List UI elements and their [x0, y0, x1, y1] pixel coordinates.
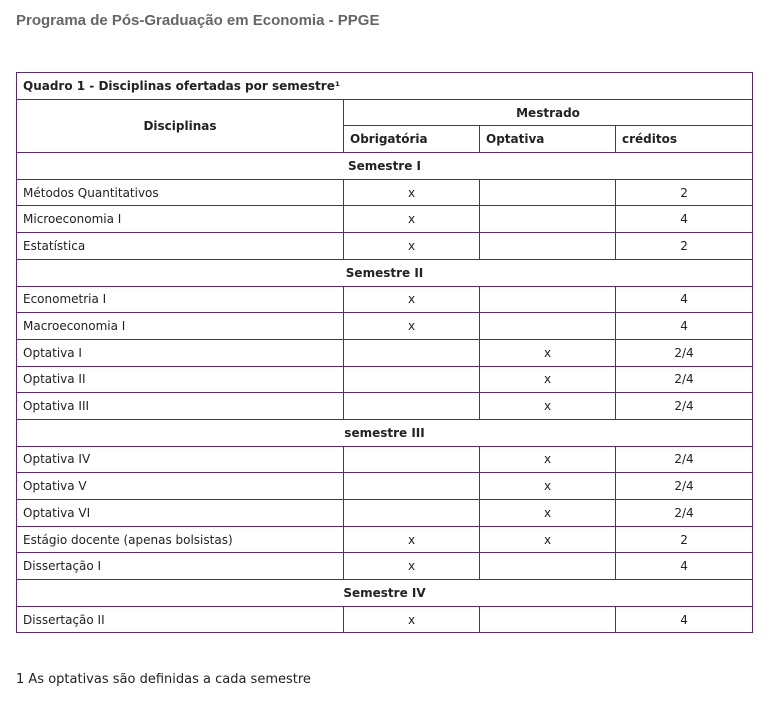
table-row	[17, 606, 753, 633]
optional-mark	[480, 553, 616, 580]
footnote: 1 As optativas são definidas a cada semestre	[16, 672, 311, 687]
credits-value: 2/4	[616, 366, 753, 393]
discipline-name: Optativa I	[17, 339, 344, 366]
credits-value: 4	[616, 606, 753, 633]
credits-value: 2/4	[616, 393, 753, 420]
table-header-row	[17, 99, 753, 126]
optional-mark: x	[480, 500, 616, 527]
table-row	[17, 366, 753, 393]
table-row	[17, 339, 753, 366]
discipline-name: Econometria I	[17, 286, 344, 313]
semester-label: semestre III	[17, 419, 753, 446]
discipline-name: Estatística	[17, 233, 344, 260]
discipline-name: Optativa V	[17, 473, 344, 500]
table-row	[17, 206, 753, 233]
optional-mark	[480, 606, 616, 633]
table-row	[17, 500, 753, 527]
mandatory-mark	[344, 446, 480, 473]
table-row	[17, 473, 753, 500]
credits-value: 4	[616, 206, 753, 233]
table-row	[17, 553, 753, 580]
credits-value: 2/4	[616, 500, 753, 527]
optional-mark: x	[480, 526, 616, 553]
table-row	[17, 526, 753, 553]
courses-table-body	[17, 73, 753, 633]
credits-value: 2/4	[616, 473, 753, 500]
mandatory-mark	[344, 366, 480, 393]
credits-value: 4	[616, 286, 753, 313]
credits-value: 2	[616, 233, 753, 260]
mandatory-mark: x	[344, 553, 480, 580]
credits-value: 2	[616, 179, 753, 206]
mandatory-mark: x	[344, 286, 480, 313]
discipline-name: Macroeconomia I	[17, 313, 344, 340]
semester-label: Semestre IV	[17, 580, 753, 607]
credits-header: créditos	[616, 126, 753, 153]
semester-label: Semestre I	[17, 153, 753, 180]
discipline-name: Dissertação I	[17, 553, 344, 580]
table-caption: Quadro 1 - Disciplinas ofertadas por semestre¹	[17, 73, 753, 100]
mandatory-mark: x	[344, 606, 480, 633]
table-row	[17, 179, 753, 206]
mandatory-mark: x	[344, 526, 480, 553]
semester-header-row	[17, 580, 753, 607]
discipline-name: Optativa IV	[17, 446, 344, 473]
optional-mark	[480, 233, 616, 260]
optional-mark	[480, 206, 616, 233]
credits-value: 4	[616, 553, 753, 580]
optional-mark	[480, 313, 616, 340]
mandatory-mark: x	[344, 206, 480, 233]
mandatory-mark	[344, 339, 480, 366]
discipline-name: Dissertação II	[17, 606, 344, 633]
credits-value: 2/4	[616, 339, 753, 366]
semester-header-row	[17, 419, 753, 446]
discipline-name: Optativa II	[17, 366, 344, 393]
optional-mark	[480, 179, 616, 206]
mandatory-mark	[344, 473, 480, 500]
optional-mark: x	[480, 366, 616, 393]
table-row	[17, 286, 753, 313]
discipline-name: Optativa VI	[17, 500, 344, 527]
page-title: Programa de Pós-Graduação em Economia - PPGE	[16, 12, 380, 29]
table-caption-row	[17, 73, 753, 100]
discipline-name: Optativa III	[17, 393, 344, 420]
discipline-name: Estágio docente (apenas bolsistas)	[17, 526, 344, 553]
mandatory-header: Obrigatória	[344, 126, 480, 153]
optional-mark	[480, 286, 616, 313]
disciplines-header: Disciplinas	[17, 99, 344, 152]
table-row	[17, 313, 753, 340]
optional-mark: x	[480, 473, 616, 500]
table-row	[17, 446, 753, 473]
optional-mark: x	[480, 446, 616, 473]
table-row	[17, 393, 753, 420]
mandatory-mark: x	[344, 313, 480, 340]
program-header: Mestrado	[344, 99, 753, 126]
mandatory-mark: x	[344, 179, 480, 206]
optional-mark: x	[480, 393, 616, 420]
optional-mark: x	[480, 339, 616, 366]
credits-value: 2	[616, 526, 753, 553]
optional-header: Optativa	[480, 126, 616, 153]
courses-table	[16, 72, 753, 633]
discipline-name: Métodos Quantitativos	[17, 179, 344, 206]
table-row	[17, 233, 753, 260]
semester-label: Semestre II	[17, 259, 753, 286]
mandatory-mark	[344, 500, 480, 527]
credits-value: 4	[616, 313, 753, 340]
mandatory-mark	[344, 393, 480, 420]
semester-header-row	[17, 153, 753, 180]
discipline-name: Microeconomia I	[17, 206, 344, 233]
semester-header-row	[17, 259, 753, 286]
mandatory-mark: x	[344, 233, 480, 260]
credits-value: 2/4	[616, 446, 753, 473]
